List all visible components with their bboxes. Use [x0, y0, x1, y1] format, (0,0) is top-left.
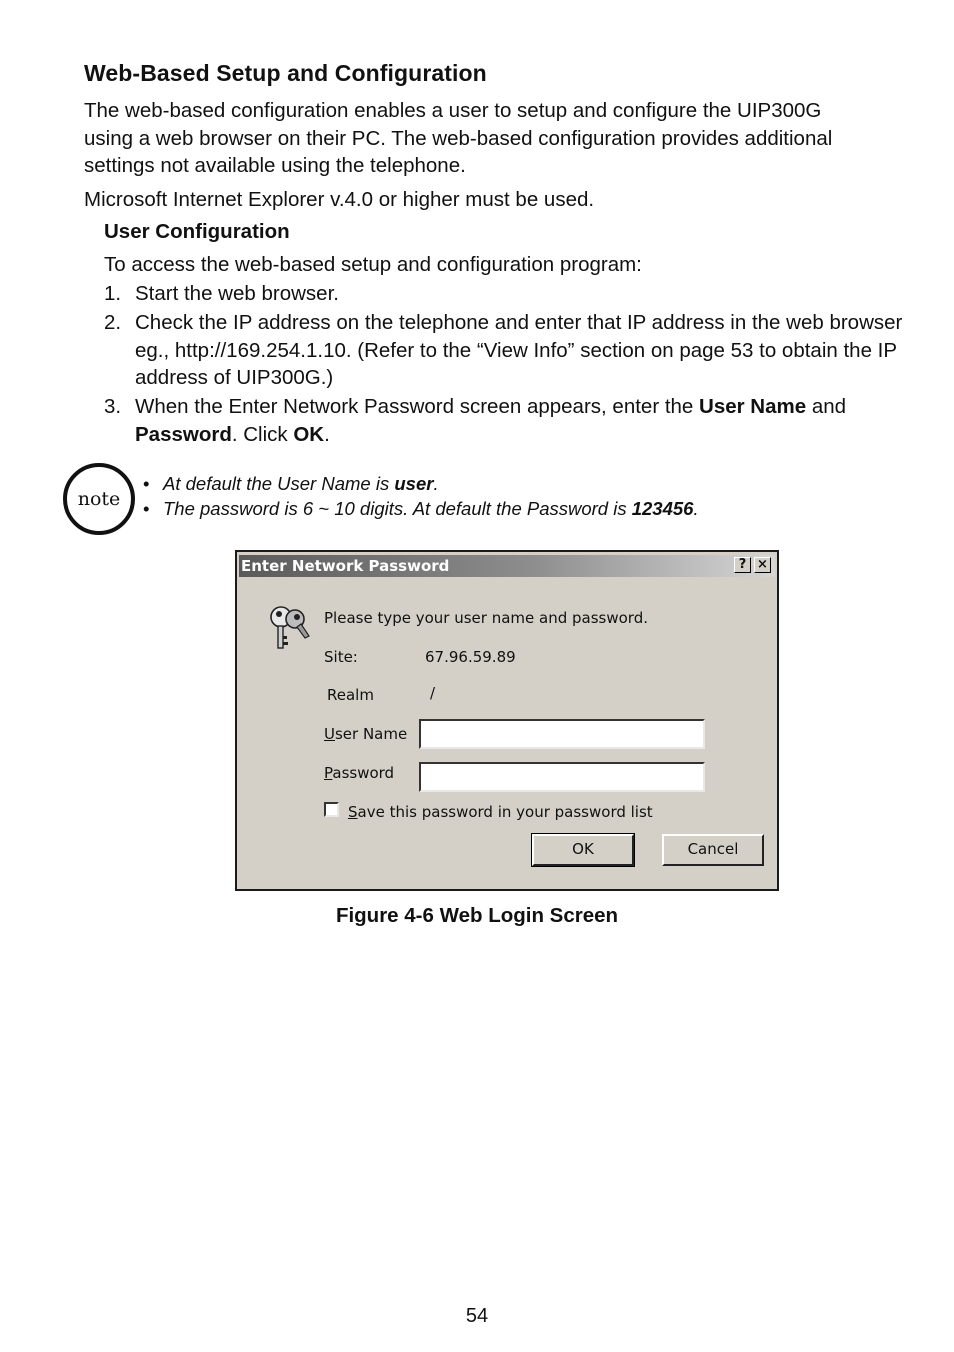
requirement-paragraph: Microsoft Internet Explorer v.4.0 or higher must be used.	[84, 188, 595, 211]
step-bold-ok: OK	[293, 422, 325, 446]
dialog-prompt: Please type your user name and password.	[324, 609, 648, 627]
note-item	[143, 473, 439, 495]
page-number: 54	[465, 1305, 489, 1327]
save-password-checkbox[interactable]	[324, 802, 339, 817]
page-heading: Web-Based Setup and Configuration	[84, 60, 487, 86]
note-text: The password is 6 ~ 10 digits. At default the Password is	[163, 498, 632, 519]
access-intro: To access the web-based setup and configuration program:	[104, 253, 642, 276]
help-button[interactable]: ?	[734, 557, 751, 573]
step-text	[135, 393, 905, 448]
note-text: At default the User Name is	[163, 473, 395, 494]
note-badge-icon: note	[63, 463, 135, 535]
note-bold: 123456	[631, 498, 694, 519]
site-value: 67.96.59.89	[425, 648, 516, 666]
realm-label: Realm	[327, 686, 374, 704]
username-input[interactable]	[419, 719, 705, 749]
step-text-part: When the Enter Network Password screen appears, enter the	[135, 395, 700, 418]
ok-button[interactable]: OK	[532, 834, 634, 866]
step-number: 2.	[104, 311, 122, 334]
site-label: Site:	[324, 648, 358, 666]
step-number: 1.	[104, 282, 122, 305]
save-label-rest: ave this password in your password list	[357, 803, 653, 821]
bullet: •	[143, 498, 150, 519]
password-input[interactable]	[419, 762, 705, 792]
dialog-title: Enter Network Password	[241, 557, 450, 575]
username-label-rest: ser Name	[334, 725, 408, 743]
section-subheading: User Configuration	[104, 220, 290, 243]
note-bold: user	[394, 473, 434, 494]
password-label-accesskey: P	[324, 764, 333, 782]
intro-paragraph: The web-based configuration enables a user to setup and configure the UIP300G using a web browser on their PC. The web-based configuration provides additional settings not available using the telephone.	[84, 99, 833, 177]
key-icon	[267, 602, 313, 652]
step-number: 3.	[104, 395, 122, 418]
save-password-label[interactable]	[348, 803, 653, 821]
note-item	[143, 498, 699, 520]
note-text-end: .	[693, 498, 699, 519]
realm-value: /	[430, 684, 436, 702]
bullet: •	[143, 473, 150, 494]
step-text: Check the IP address on the telephone and enter that IP address in the web browser eg., http://169.254.1.10. (Refer to the “View Info” section on page 53 to obtain the IP address of UIP300G.)	[135, 311, 903, 389]
save-label-accesskey: S	[348, 803, 358, 821]
cancel-button[interactable]: Cancel	[662, 834, 764, 866]
step-bold-password: Password	[135, 422, 232, 446]
step-text: Start the web browser.	[135, 282, 339, 305]
step-text-part: and	[806, 395, 847, 418]
step-bold-user-name: User Name	[699, 395, 807, 418]
username-label-accesskey: U	[324, 725, 335, 743]
username-label	[324, 725, 407, 743]
password-label-rest: assword	[332, 764, 395, 782]
close-button[interactable]: ×	[754, 557, 771, 573]
figure-caption: Figure 4-6 Web Login Screen	[335, 904, 619, 927]
note-text-end: .	[433, 473, 439, 494]
step-text-part: . Click	[231, 422, 294, 446]
step-text-part: .	[324, 422, 330, 446]
enter-network-password-dialog	[235, 550, 779, 891]
password-label	[324, 764, 394, 782]
dialog-titlebar[interactable]	[239, 555, 775, 577]
